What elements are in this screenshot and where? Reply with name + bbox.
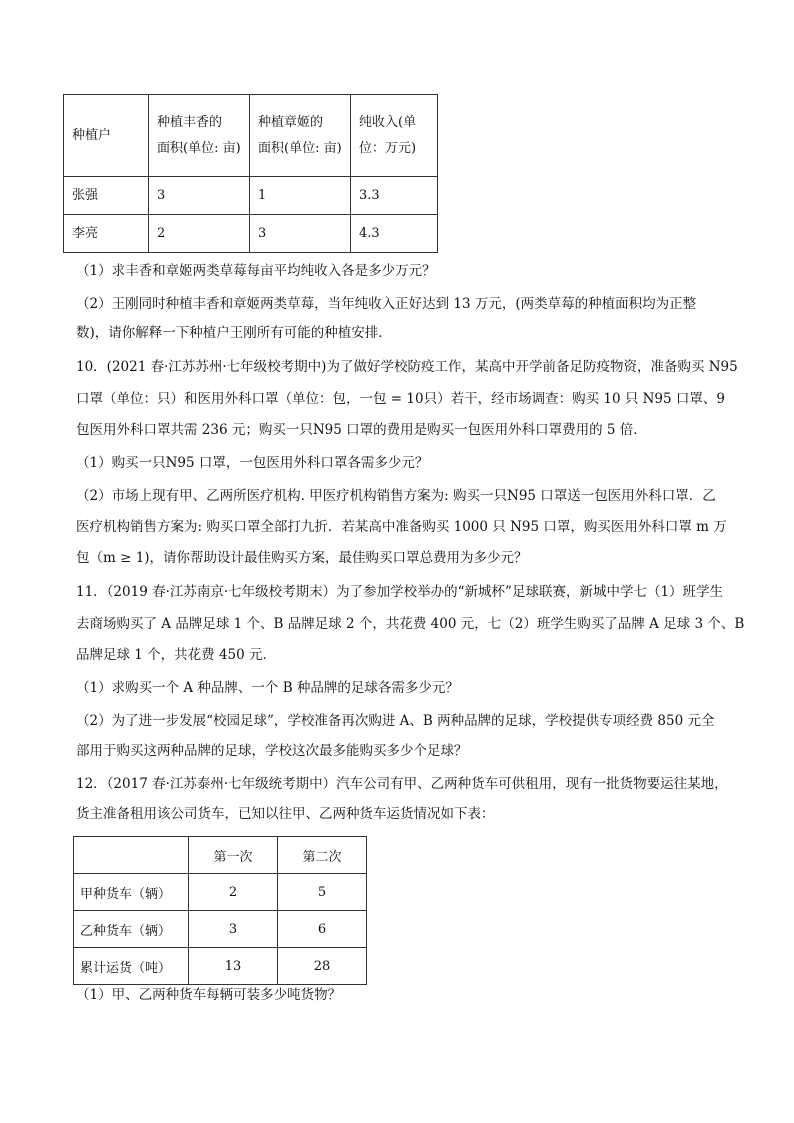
table-row [74,911,367,948]
header-text: 位：万元) [359,140,417,156]
table-cell: 李亮 [64,215,149,253]
header-text: 面积(单位: 亩) [258,140,342,156]
table-cell: 张强 [64,177,149,215]
header-text: 纯收入(单 [359,114,417,130]
q9-sub1: （1）求丰香和章姬两类草莓每亩平均纯收入各是多少万元？ [76,263,436,279]
table-header-cell: 第二次 [278,837,367,874]
table-cell: 1 [250,177,351,215]
q11-line2: 去商场购买了 A 品牌足球 1 个、B 品牌足球 2 个，共花费 400 元，七（2）班学生购买了品牌 A 足球 3 个、B [76,616,745,632]
header-text: 种植章姬的 [258,114,324,130]
table-row [74,874,367,911]
q11-line3: 品牌足球 1 个，共花费 450 元． [76,647,277,663]
header-text: 面积(单位: 亩) [157,140,241,156]
table-row [64,177,438,215]
q10-line3: 包医用外科口罩共需 236 元；购买一只N95 口罩的费用是购买一包医用外科口罩费用的 5 倍． [76,422,647,438]
q10-sub2-line2: 医疗机构销售方案为: 购买口罩全部打九折．若某高中准备购买 1000 只 N95 口罩，购买医用外科口罩 m 万 [76,519,727,535]
table-row [74,948,367,985]
table-header-row [64,95,438,177]
table-header-cell [74,837,189,874]
header-text: 种植户 [72,127,112,143]
table-cell: 13 [189,948,278,985]
table-header-cell [351,95,438,177]
header-text: 种植丰香的 [157,114,223,130]
q10-sub1: （1）购买一只N95 口罩，一包医用外科口罩各需多少元？ [76,455,429,471]
q11-line1: 11．（2019 春·江苏南京·七年级校考期末）为了参加学校举办的“新城杯”足球联赛，新城中学七（1）班学生 [76,584,724,600]
table-cell: 28 [278,948,367,985]
q9-sub2-line1: （2）王刚同时种植丰香和章姬两类草莓，当年纯收入正好达到 13 万元，(两类草莓的种植面积均为正整 [76,296,697,312]
table-cell: 6 [278,911,367,948]
q10-sub2-line3: 包（m ≥ 1)，请你帮助设计最佳购买方案，最佳购买口罩总费用为多少元？ [76,550,528,566]
q12-line2: 货主准备租用该公司货车，已知以往甲、乙两种货车运货情况如下表： [76,806,495,822]
table-header-cell [149,95,250,177]
table-cell: 3 [250,215,351,253]
q10-sub2-line1: （2）市场上现有甲、乙两所医疗机构. 甲医疗机构销售方案为: 购买一只N95 口罩送一包医用外科口罩．乙 [76,488,716,504]
table-cell: 5 [278,874,367,911]
table-header-cell: 第一次 [189,837,278,874]
planting-income-table [63,94,438,253]
q9-sub2-line2: 数)，请你解释一下种植户王刚所有可能的种植安排． [76,325,392,341]
table-cell: 3 [149,177,250,215]
q12-line1: 12．（2017 春·江苏泰州·七年级统考期中）汽车公司有甲、乙两种货车可供租用，现有一批货物要运往某地， [76,776,728,792]
table-cell: 累计运货（吨） [74,948,189,985]
table-cell: 乙种货车（辆） [74,911,189,948]
table-cell: 2 [189,874,278,911]
table-header-cell [64,95,149,177]
q10-line2: 口罩（单位：只）和医用外科口罩（单位：包，一包 = 10只）若干，经市场调查：购买 10 只 N95 口罩、9 [76,391,725,407]
q11-sub2-line2: 部用于购买这两种品牌的足球，学校这次最多能购买多少个足球？ [76,743,468,759]
q10-line1: 10．(2021 春·江苏苏州·七年级校考期中)为了做好学校防疫工作，某高中开学前备足防疫物资，准备购买 N95 [76,359,738,375]
table-cell: 4.3 [351,215,438,253]
table-header-cell [250,95,351,177]
table-header-row [74,837,367,874]
table-cell: 3.3 [351,177,438,215]
table-cell: 3 [189,911,278,948]
truck-transport-table [73,836,367,985]
table-cell: 2 [149,215,250,253]
table-cell: 甲种货车（辆） [74,874,189,911]
q11-sub1: （1）求购买一个 A 种品牌、一个 B 种品牌的足球各需多少元？ [76,680,459,696]
q12-sub1: （1）甲、乙两种货车每辆可装多少吨货物？ [76,987,342,1003]
q11-sub2-line1: （2）为了进一步发展“校园足球”，学校准备再次购进 A、B 两种品牌的足球，学校提供专项经费 850 元全 [76,713,715,729]
table-row [64,215,438,253]
